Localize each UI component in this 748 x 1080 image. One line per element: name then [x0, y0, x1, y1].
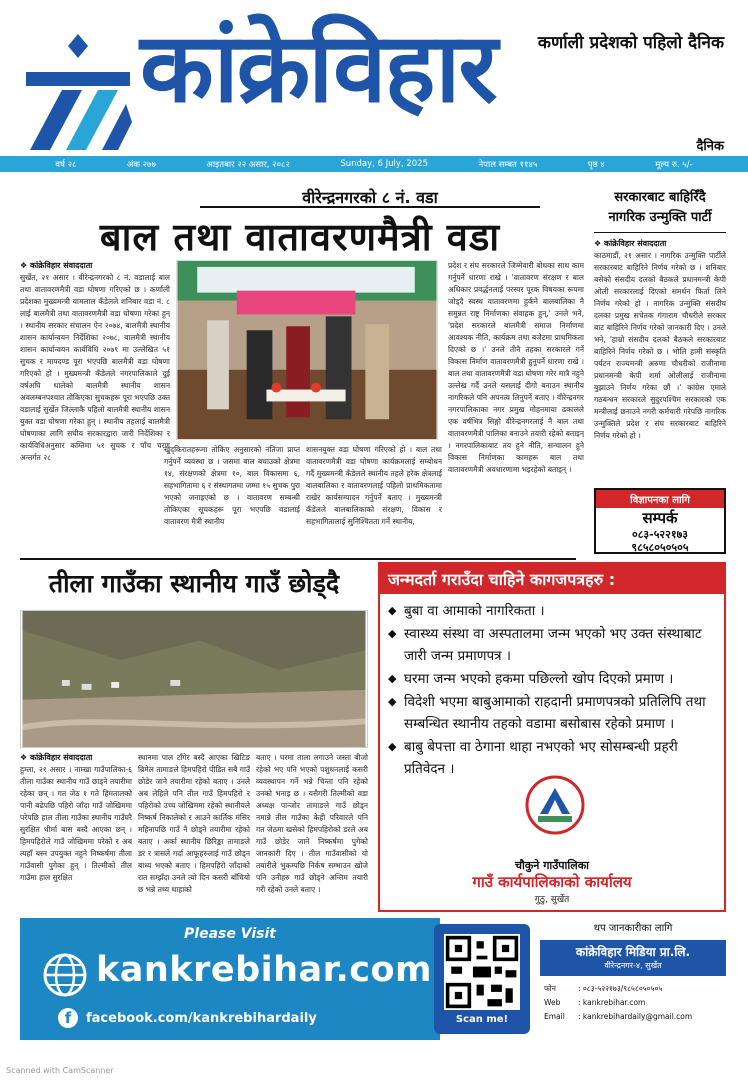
- please-visit: Please Visit: [184, 926, 276, 942]
- footer-banner: [20, 918, 726, 1040]
- side-byline-text: कांक्रेविहार संवाददाता: [603, 239, 667, 248]
- side-headline: सरकारबाट बाहिरिँदै नागरिक उन्मुक्ति पार्टी: [608, 190, 712, 225]
- lead-column-2: [164, 444, 300, 554]
- company-box: [540, 940, 726, 976]
- ad-phone-2: ९८५८०५०५०५: [631, 541, 689, 554]
- lead-byline: ❖ कांक्रेविहार संवाददाता: [20, 261, 93, 270]
- notice-item: [388, 600, 716, 622]
- scan-me-label: Scan me!: [455, 1014, 509, 1025]
- story2-byline-text: कांक्रेविहार संवाददाता: [29, 753, 93, 762]
- lead-photo: [176, 260, 438, 440]
- notice-list: [380, 594, 724, 780]
- facebook-link[interactable]: facebook.com/kankrebihardaily: [86, 1010, 317, 1026]
- office-name: गाउँ कार्यपालिकाको कार्यालय: [472, 873, 632, 891]
- lead-column-3: [306, 444, 442, 554]
- qr-code-panel[interactable]: [434, 924, 530, 1034]
- story2-byline: ❖ कांक्रेविहार संवाददाता: [20, 753, 93, 762]
- contact-label: थप जानकारीका लागि: [593, 923, 673, 934]
- ad-label: विज्ञापनका लागि: [596, 490, 724, 508]
- tagline-daily: दैनिक: [696, 139, 724, 154]
- scanner-watermark: Scanned with CamScanner: [6, 1066, 114, 1075]
- lead-headline: बाल तथा वातावरणमैत्री वडा: [99, 214, 501, 259]
- facebook-icon: f: [58, 1008, 78, 1028]
- lead-text-2: खुद्किरातहरूमा तोकिए अनुसारको नतिजा प्राप्त गर्नुपर्ने व्यवस्था छ । जसमा बाल बचाउको क्षेत्रमा १४, संरक्षणको क्षेत्रमा १०, बाल विकासमा ६, सहभागितामा ६ र संस्थागतमा जम्मा १५ सुचक पुरा भएको जनाइएको छ । वातावरण सम्बन्धी तोकिएका सूचकहरू पूरा भएपछि वडालाई वातावरण मैत्री स्थानीय: [164, 445, 300, 526]
- lead-text-1: सुर्खेत, २१ असार । वीरेन्द्रनगरको ८ नं. वडालाई बाल तथा वातावरणमैत्री वडा घोषणा गरिएको छ । कर्णाली प्रदेशका मुख्यमन्त्री यामलाल कँडेलले शनिबार वडा नं. ८ लाई बालमैत्री तथा वातावरणमैत्री वडा घोषणा गरेका हुन् । स्थानीय सरकार संचालन ऐन २०७४, बालमैत्री स्थानीय शासन कार्यान्वयन निर्देशिका २०७८, बालमैत्री स्थानीय शासन कार्यान्वयन कार्यविधि २०७९ मा उल्लेखित ५१ सुचक र मापदण्ड पूरा भएपछि बालमैत्री वडा घोषणा गरिएको हो । मुख्यमन्त्री कँडेलले नगरपालिकाले दुई वर्षअघि थालेको बालमैत्री स्थानीय शासन अवलम्बनपश्चात तोकिएका सुचकहरू पूरा भएपछि उक्त वडालाई सुर्खेत जिल्लाकै पहिलो बालमैत्री स्थानीय शासन युक्त वडा घोषणा गरेका हुन् । स्थानीय तहलाई बालमैत्री घोषणाका लागि सघीय सरकारद्वारा जारी निर्देशिका र कार्यविधिअनुसार कम्तिमा ५१ सुचक र पाँच चरण अन्तर्गत २८: [20, 273, 170, 462]
- company-address: वीरेन्द्रनगर-४, सुर्खेत: [604, 961, 662, 970]
- story2-photo: [20, 610, 368, 748]
- story2-column-2: [138, 752, 250, 914]
- lead-column-4: [448, 260, 584, 554]
- english-date: Sunday, 6 July, 2025: [340, 159, 428, 169]
- issue-info-bar: [0, 156, 748, 172]
- footer-contact-panel: [540, 918, 726, 1040]
- side-divider: [594, 232, 726, 233]
- story2-headline: तीला गाउँका स्थानीय गाउँ छोड्दै: [48, 569, 340, 598]
- facebook-row: [58, 1008, 317, 1028]
- issue-number: अंक २७७: [126, 159, 156, 170]
- nepal-emblem-icon: [520, 774, 590, 836]
- story2-column-1: [20, 752, 132, 914]
- side-column: [594, 238, 726, 482]
- office-address: गुठु, सुर्खेत: [534, 895, 570, 905]
- section-divider: [20, 558, 576, 560]
- company-name: कांक्रेविहार मिडिया प्रा.लि.: [575, 945, 691, 959]
- side-text: काठमाडौं, २१ असार । नागरिक उन्मुक्ति पार्टीले सरकारबाट बाहिरिने निर्णय गरेको छ । शनिबार बसेको संसदीय दलको बैठकले प्रधानमन्त्री केपी ओली सरकारलाई दिएको समर्थन फिर्ता लिने निर्णय गरेको हो । नागरिक उन्मुक्ति संसदीय दलका प्रमुख सचेतक गंगाराम चौधरीले सरकार बाट बाहिरिने निर्णय गरेको जानकारी दिए । उनले भने, 'हाम्रो संसदीय दलको बैठकले सरकारबाट बाहिरिने निर्णय गरेको छ । भोलि हामी संस्कृति पर्यटन राज्यमन्त्री अरुणा चौधरीको राजीनामा प्रधानमन्त्री केपी शर्मा ओलीलाई राजीनामा बुझाउने निर्णय गरेका छौं ।' कांग्रेस एमाले गठबन्धन सरकारले सुदुरपश्चिम सरकारको एक मन्त्रीलाई छनाउने नगरी कर्मचारी गरेपछि नागरिक उन्मुक्तिले प्रदेश र संघ सरकारबाट बाहिरिने निर्णय गरेको हो ।: [594, 251, 726, 440]
- web-value[interactable]: : kankrebihar.com: [578, 998, 646, 1007]
- birth-registration-notice: [378, 562, 726, 912]
- diamond-bullet-icon: ◆: [388, 672, 397, 685]
- notice-title: जन्मदर्ता गराउँदा चाहिने कागजपत्रहरु :: [380, 564, 724, 594]
- notice-item: [388, 623, 716, 667]
- story2-text-3: बताए । घरमा ताला लगाउने जस्ता बीजो रहेको भए पनि भएको पशुधनलाई कसरी व्यवस्थापन गर्ने भन्ने चिन्ता पनि रहेको उनको भनाइ छ । यसैगरी तिल्मीको वडा अध्यक्ष पान्जोर तामाङले गाउँ छोड्न नमान्ने तील गाउँका केही परिवारले पनि गत जेठमा खसेको हिमपहिरोको डरले अब गाउँ छोडेर जाने निष्कर्षमा पुगेको जानकारी दिए । तील गाउँवासीको यो तयारीले भुकम्पछि निर्कष सम्भाउन खोजे पनि उनीहरु गाउँ छोड्ने अन्तिम तयारी गरी रहेको उनले बताए ।: [256, 753, 368, 894]
- diamond-bullet-icon: ◆: [388, 695, 397, 708]
- lead-byline-text: कांक्रेविहार संवाददाता: [29, 261, 93, 270]
- notice-item-text: विदेशी भएमा बाबुआमाको राहदानी प्रमाणपत्रको प्रतिलिपि तथा सम्बन्धित स्थानीय तहको वडामा बसोबास रहेको प्रमाण ।: [404, 694, 706, 732]
- story2-column-3: [256, 752, 368, 914]
- notice-item: [388, 668, 716, 690]
- diamond-bullet-icon: ◆: [388, 604, 397, 617]
- story2-text-2: स्थानमा पाल टाँगेर बस्दै आएका खिटिङ ब्रिमेल तामाङले हिमपहिरो पीडित सबै गाउँ छोडेर जाने तयारीमा रहेको बताए । उनले अब लेहिले पनि तील गाउँ हिमपहिरो र पहिरोको उच्च जोखिममा रहेको स्थानीयले निष्कर्ष निकालेको र आउने कार्तिक मंसिर महिनापछि गाउँ नै छोड्ने तयारीमा रहेको बताए । अर्का स्थानीय छिरिङ्का तामाङले डर र त्रासले गर्दा आफूहरुलाई गाउँ छोड्न बाध्य भएको बताए । हिमपहिरो जाँदाको रात सम्झँदा उनले त्यो दिन कसरी बाँचियो छ भन्ने तथ्य थाहाको: [138, 753, 250, 894]
- notice-item-text: स्वास्थ्य संस्था वा अस्पतालमा जन्म भएको भए उक्त संस्थाबाट जारी जन्म प्रमाणपत्र ।: [404, 626, 702, 664]
- ad-title: सम्पर्क: [642, 509, 678, 527]
- lead-text-3: शासनयुक्त वडा घोषणा गरिएको हो । बाल तथा वातावरणमैत्री वडा घोषणा कार्यक्रमलाई सम्बोधन गर्दै मुख्यमन्त्री कँडेलले स्थानीय तहले हरेक क्षेत्रलाई बालबालिका र वातावरणलाई पहिलो प्राथमिकतामा राखेर कार्यसम्पादन गर्नुपर्ने बताए । मुख्यमन्त्री कँडेलले बालबालिकाको संरक्षण, विकास र सहभागितालाई सुनिश्चितता गर्ने स्थानीय,: [306, 445, 442, 526]
- nepal-sambat: नेपाल सम्बत ११४५: [478, 159, 538, 170]
- phone-key: फोन: [544, 984, 556, 993]
- notice-item-text: बुबा वा आमाको नागरिकता ।: [404, 603, 545, 619]
- logo-text: कांक्रेविहार: [140, 11, 496, 124]
- page-count: पृष्ठ ४: [587, 159, 605, 170]
- notice-item: [388, 691, 716, 735]
- contact-phone-row: [544, 984, 662, 994]
- side-byline: ❖ कांक्रेविहार संवाददाता: [594, 239, 667, 248]
- notice-item-text: बाबु बेपत्ता वा ठेगाना थाहा नभएको भए सोसम्बन्धी प्रहरी प्रतिवेदन ।: [404, 739, 678, 777]
- nepali-date: आइतबार २२ असार, २०८२: [206, 159, 290, 170]
- lead-text-4: प्रदेश र संघ सरकारले जिम्मेवारी बोधका साथ काम गर्नुपर्ने धारणा राखे । 'वातावरण संरक्षण र बाल अधिकार प्रवर्द्धनलाई परस्पर पूरक विषयका रूपमा जोड्दै स्वस्थ वातावरणमा हुर्कने बालबालिका नै समुन्नत राष्ट्र निर्माणका संवाहक हुन्,' उनले भने, 'प्रदेश सरकारले बालमैत्री समाज निर्माणमा आवश्यक नीति, कार्यक्रम तथा बजेटमा प्राथमिकता दिएको छ ।' उनले तीनै तहका सरकारले गर्ने विकास निर्माण वातावरणमैत्री हुनुपर्ने धारणा राखे । बाल तथा वातावरणमैत्री वडा घोषणा गरेर मात्रै नहुने उल्लेख गर्दै उनले यसलाई दीगो बनाउन स्थानीय नागरिकले पनि अपनत्व लिनुपर्ने बताए । वीरेन्द्रनगर नगरपालिकाका नगर प्रमुख मोहनमाया ढकालले एक वर्षभित्र सिङ्गो वीरेन्द्रनगरलाई नै बाल तथा वातावरणमैत्री पालिका बनाउने तयारी रहेको बताइन् । नगरपालिकाबाट तय हुने नीति, सन्चालन हुने विकास निर्माणका कामहरू बाल तथा वातावरणमैत्री अवधारणामा भइरहेको बताइन् ।: [448, 261, 584, 474]
- diamond-bullet-icon: ◆: [388, 740, 397, 753]
- office-municipality: चौकुने गाउँपालिका: [515, 859, 589, 872]
- phone-value: : ०८३-५२२१७३/९८५८०५०५०५: [578, 984, 663, 993]
- contact-email-row: [544, 1012, 692, 1021]
- ad-contact-box: [594, 488, 726, 554]
- price: मूल्य रु. ५/-: [655, 159, 693, 170]
- diamond-bullet-icon: ◆: [388, 627, 397, 640]
- logo-mark-icon: [22, 32, 134, 150]
- email-key: Email: [544, 1012, 565, 1021]
- website-link[interactable]: kankrebihar.com: [96, 950, 433, 990]
- notice-item-text: घरमा जन्म भएको हकमा पछिल्लो खोप दिएको प्रमाण ।: [404, 671, 674, 687]
- email-value[interactable]: : kankrebihardaily@gmail.com: [578, 1012, 693, 1021]
- masthead: [0, 0, 748, 170]
- contact-web-row: [544, 998, 645, 1007]
- lead-kicker: वीरेन्द्रनगरको ८ नं. वडा: [200, 186, 540, 208]
- ad-phone-1: ०८३-५२२१७३: [631, 528, 689, 541]
- lead-column-1: [20, 260, 170, 554]
- web-key: Web: [544, 998, 561, 1007]
- story2-text-1: हुम्ला, २१ असार । नाम्खा गाउँपालिका-६ तीला गाउँका स्थानीय गाउँ छाड्ने तयारीमा रहेका छन् । गत जेठ १ गते हिमतालको पानी बढेपछि पहिरो जाँदा गाउँ जोखिममा परेपछि हाल तीला गाउँका स्थानीय गाउँघरै सुरक्षित थीर्मा बास बस्दै आएका छन् । हिमपहिरोले गाउँ जोखिममा परेको र अब त्यहाँ बस्न उपयुक्त नहुने निष्कर्षमा तीला गाउँवासी पुगेका हुन् । तिल्मीको तील गाउँमा हाल सुरक्षित: [20, 765, 132, 882]
- globe-icon: [42, 952, 88, 998]
- footer-visit-panel: [20, 918, 440, 1040]
- tagline: कर्णाली प्रदेशको पहिलो दैनिक: [537, 33, 724, 53]
- qr-code-icon: [444, 934, 520, 1010]
- volume: वर्ष २८: [55, 159, 77, 170]
